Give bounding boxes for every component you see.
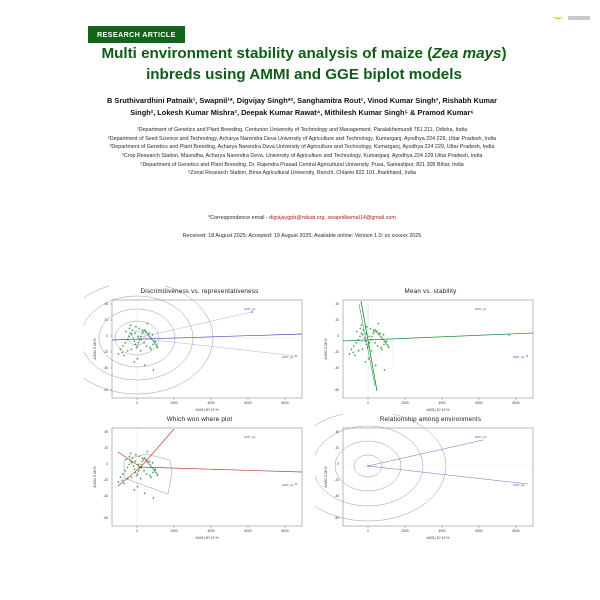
env-marker-e2 <box>526 355 528 357</box>
xtick-8000: 8000 <box>281 529 289 533</box>
genotype-point <box>125 331 127 333</box>
genotype-point <box>146 332 148 334</box>
correspondence-label: *Correspondence email - <box>208 215 270 221</box>
environment-vectors <box>368 440 528 484</box>
ytick-m20: -20 <box>334 350 339 354</box>
xtick-6000: 6000 <box>244 529 252 533</box>
genotype-point <box>381 337 383 339</box>
genotype-point <box>349 353 351 355</box>
xtick-4000: 4000 <box>438 401 446 405</box>
genotype-point <box>130 452 132 454</box>
genotype-point <box>148 332 150 334</box>
genotype-point <box>366 326 368 328</box>
chart-title-relationship: Relationship among environments <box>379 416 482 423</box>
genotype-point <box>153 340 155 342</box>
ytick-m60: -60 <box>334 388 339 392</box>
genotype-point <box>155 343 157 345</box>
genotype-point <box>144 329 146 331</box>
genotype-point <box>135 454 137 456</box>
genotype-point <box>353 345 355 347</box>
affiliation-4: ⁴Crop Research Station, Masodha, Acharya Narendra Deva, University of Agriculture and Technology, Kumarganj, Ayodhya 224 229 Uttar Pradesh, India <box>121 152 483 159</box>
genotype-point <box>121 479 123 481</box>
xtick-4000: 4000 <box>438 529 446 533</box>
genotype-point <box>152 497 154 499</box>
env-label-gpp-e1: GPP_e1 <box>475 435 487 439</box>
genotype-point <box>379 332 381 334</box>
average-environment-axis <box>112 334 302 340</box>
genotype-point <box>355 342 357 344</box>
chart-title-which-won-where: Which won where plot <box>166 416 233 423</box>
genotype-point <box>156 347 158 349</box>
genotype-point <box>146 345 148 347</box>
genotype-point <box>377 323 379 325</box>
genotype-point <box>362 334 364 336</box>
genotype-point <box>383 334 385 336</box>
xtick-4000: 4000 <box>207 401 215 405</box>
env-label-gpp-e2: GPP_e2 <box>513 483 525 487</box>
xtick-6000: 6000 <box>475 529 483 533</box>
genotype-point <box>131 462 133 464</box>
chart-title-mean-stability: Mean vs. stability <box>404 288 457 295</box>
genotype-point <box>374 342 376 344</box>
genotype-point <box>151 467 153 469</box>
genotype-point <box>136 347 138 349</box>
author-list <box>82 95 522 119</box>
env-marker-e1 <box>251 311 253 313</box>
genotype-point <box>152 462 154 464</box>
xtick-0: 0 <box>136 401 138 405</box>
genotype-point <box>156 475 158 477</box>
genotype-point <box>143 342 145 344</box>
genotype-point <box>119 476 121 478</box>
concentric-rings <box>84 286 213 394</box>
genotype-point <box>125 459 127 461</box>
genotype-point <box>140 478 142 480</box>
genotype-point <box>150 348 152 350</box>
xtick-8000: 8000 <box>512 401 520 405</box>
ytick-m60: -60 <box>103 388 108 392</box>
xtick-0: 0 <box>136 529 138 533</box>
affiliation-1: ¹Department of Genetics and Plant Breeding, Centurion University of Technology and Management, Paralakhemundi 761 211, Odisha, India <box>136 127 468 133</box>
sector-lines <box>118 429 302 486</box>
genotype-point <box>358 350 360 352</box>
chart-discrimitiveness <box>84 286 315 414</box>
genotype-point <box>140 350 142 352</box>
genotype-point <box>378 334 380 336</box>
genotype-point <box>131 329 133 331</box>
genotype-point <box>376 331 378 333</box>
env-marker-e2 <box>295 483 297 485</box>
xtick-2000: 2000 <box>401 401 409 405</box>
genotype-point <box>380 335 382 337</box>
ytick-m20: -20 <box>334 478 339 482</box>
genotype-point <box>150 465 152 467</box>
genotype-point <box>367 347 369 349</box>
genotype-point <box>377 332 379 334</box>
genotype-point <box>130 476 132 478</box>
origin-marker <box>367 465 368 466</box>
affiliation-6: ⁶Zonal Research Station, Birsa Agricultural University, Ranchi, Chianki 822 101 Jharkhand, India <box>188 170 416 177</box>
publisher-bar <box>568 16 590 20</box>
xaxis-label: AXIS1 87.19 % <box>195 536 219 540</box>
xaxis-label: AXIS1 87.19 % <box>195 408 219 412</box>
env-label-gpp-e2: GPP_e2 <box>282 355 294 359</box>
genotype-point <box>152 343 154 345</box>
affiliation-3: ³Department of Genetics and Plant Breeding, Acharya Narendra Deva University of Agriculture and Technology, Kumarganj, Ayodhya 224 229, Uttar Pradesh, India <box>109 144 495 151</box>
xtick-2000: 2000 <box>170 401 178 405</box>
genotype-point <box>144 492 146 494</box>
env-label-gpp-e2: GPP_e2 <box>282 483 294 487</box>
chart-svg-mean-stability <box>315 286 546 414</box>
genotype-points <box>118 323 159 371</box>
genotype-point <box>377 345 379 347</box>
genotype-point <box>371 350 373 352</box>
genotype-point <box>121 351 123 353</box>
genotype-point <box>361 348 363 350</box>
genotype-point <box>387 347 389 349</box>
genotype-point <box>130 324 132 326</box>
convex-hull-polygon <box>124 454 172 494</box>
genotype-point <box>364 361 366 363</box>
genotype-point <box>152 369 154 371</box>
genotype-point <box>368 358 370 360</box>
genotype-point <box>148 460 150 462</box>
genotype-point <box>128 327 130 329</box>
genotype-point <box>361 324 363 326</box>
ytick-20: 20 <box>104 318 108 322</box>
genotype-point <box>124 342 126 344</box>
genotype-point <box>131 334 133 336</box>
chart-mean-stability <box>315 286 546 414</box>
xtick-2000: 2000 <box>401 529 409 533</box>
genotype-point <box>146 473 148 475</box>
genotype-point <box>143 470 145 472</box>
genotype-point <box>369 327 371 329</box>
ytick-40: 40 <box>335 302 339 306</box>
genotype-point <box>371 339 373 341</box>
genotype-point <box>138 470 140 472</box>
yaxis-label: AXIS2 5.38 % <box>324 466 328 488</box>
yaxis-label: AXIS2 5.38 % <box>93 338 97 360</box>
genotype-point <box>375 364 377 366</box>
genotype-point <box>144 364 146 366</box>
env-label-gpp-e1: GPP_e1 <box>475 307 487 311</box>
genotype-point <box>147 462 149 464</box>
ytick-20: 20 <box>104 446 108 450</box>
ytick-20: 20 <box>335 318 339 322</box>
genotype-point <box>132 337 134 339</box>
ytick-0: 0 <box>337 462 339 466</box>
genotype-point <box>141 460 143 462</box>
genotype-point <box>149 347 151 349</box>
genotype-point <box>359 327 361 329</box>
ytick-m40: -40 <box>334 366 339 370</box>
xaxis-label: AXIS1 87.19 % <box>426 536 450 540</box>
title-species-italic: Zea mays <box>432 45 502 62</box>
genotype-points <box>118 451 159 499</box>
genotype-point <box>356 331 358 333</box>
genotype-point <box>135 326 137 328</box>
xtick-0: 0 <box>367 401 369 405</box>
genotype-point <box>140 463 142 465</box>
correspondence-email-link[interactable]: digvijaygpb@nduat.org, swapnilkomal14@gmail.com <box>269 215 396 221</box>
genotype-point <box>138 342 140 344</box>
author-line-2: Singh², Lokesh Kumar Mishra², Deepak Kumar Rawat⁴, Mithilesh Kumar Singh⁵ & Pramod Kumar⁶ <box>130 107 474 117</box>
ytick-m20: -20 <box>103 350 108 354</box>
affiliation-2: ²Department of Seed Science and Technology, Acharya Narendra Deva University of Agriculture and Technology, Kumarganj, Ayodhya 224 229, Uttar Pradesh, India <box>107 135 497 142</box>
genotype-point <box>352 351 354 353</box>
genotype-point <box>354 355 356 357</box>
ytick-20: 20 <box>335 446 339 450</box>
genotype-point <box>138 327 140 329</box>
genotype-point <box>386 343 388 345</box>
genotype-point <box>132 465 134 467</box>
ytick-0: 0 <box>106 462 108 466</box>
genotype-point <box>134 332 136 334</box>
env-marker-e2 <box>295 355 297 357</box>
genotype-point <box>136 475 138 477</box>
ytick-m40: -40 <box>103 494 108 498</box>
genotype-point <box>122 345 124 347</box>
genotype-point <box>137 335 139 337</box>
genotype-point <box>144 457 146 459</box>
title-line1-pre: Multi environment stability analysis of maize ( <box>101 45 433 62</box>
genotype-point <box>126 467 128 469</box>
genotype-point <box>123 355 125 357</box>
genotype-point <box>146 451 148 453</box>
genotype-point <box>124 470 126 472</box>
xtick-6000: 6000 <box>475 401 483 405</box>
xtick-8000: 8000 <box>281 401 289 405</box>
research-article-badge: RESEARCH ARTICLE <box>88 26 185 43</box>
genotype-point <box>118 353 120 355</box>
xtick-6000: 6000 <box>244 401 252 405</box>
genotype-point <box>122 473 124 475</box>
ytick-m20: -20 <box>103 478 108 482</box>
genotype-point <box>382 339 384 341</box>
genotype-point <box>375 329 377 331</box>
genotype-point <box>146 323 148 325</box>
ytick-m60: -60 <box>103 516 108 520</box>
genotype-point <box>133 489 135 491</box>
page-title <box>60 44 548 85</box>
genotype-point <box>371 335 373 337</box>
xtick-0: 0 <box>367 529 369 533</box>
xtick-8000: 8000 <box>512 529 520 533</box>
genotype-point <box>127 350 129 352</box>
genotype-point <box>133 340 135 342</box>
genotype-point <box>123 483 125 485</box>
ytick-m60: -60 <box>334 516 339 520</box>
chart-svg-which-won-where <box>84 414 315 542</box>
genotype-point <box>361 332 363 334</box>
genotype-point <box>383 369 385 371</box>
env-label-gpp-e2: GPP_e2 <box>513 355 525 359</box>
title-line2: inbreds using AMMI and GGE biplot models <box>146 65 462 83</box>
badge-row <box>88 24 185 43</box>
correspondence <box>62 215 542 221</box>
genotype-point <box>359 335 361 337</box>
genotype-point <box>363 337 365 339</box>
genotype-point <box>384 340 386 342</box>
genotype-point <box>133 361 135 363</box>
genotype-point <box>380 347 382 349</box>
genotype-point <box>118 481 120 483</box>
leaf-swoosh-icon <box>552 14 564 21</box>
genotype-point <box>372 332 374 334</box>
ytick-40: 40 <box>104 302 108 306</box>
publisher-mark <box>552 14 590 21</box>
xaxis-label: AXIS1 87.19 % <box>426 408 450 412</box>
ytick-m40: -40 <box>103 366 108 370</box>
figure-grid <box>84 286 546 542</box>
xtick-2000: 2000 <box>170 529 178 533</box>
env-label-gpp-e1: GPP_e1 <box>244 307 256 311</box>
genotype-point <box>153 468 155 470</box>
genotype-point <box>152 471 154 473</box>
ytick-40: 40 <box>104 430 108 434</box>
affiliation-5: ⁵Department of Genetics and Plant Breeding, Dr. Rajendra Prasad Central Agricultural University, Pusa, Samastipur, 821 305 Bihar, India <box>140 161 464 168</box>
genotype-point <box>149 463 151 465</box>
yaxis-label: AXIS2 5.38 % <box>324 338 328 360</box>
chart-which-won-where <box>84 414 315 542</box>
genotype-point <box>368 335 370 337</box>
genotype-point <box>130 348 132 350</box>
genotype-point <box>150 476 152 478</box>
author-line-1: B Sruthivardhini Patnaik¹, Swapnil¹*, Digvijay Singh*², Sanghamitra Rout¹, Vinod Kumar Singh³, Rishabh Kumar <box>107 96 497 105</box>
genotype-point <box>149 335 151 337</box>
xtick-4000: 4000 <box>207 529 215 533</box>
chart-title-discrimitiveness: Discrimitiveness vs. representativeness <box>140 288 259 295</box>
genotype-point <box>381 348 383 350</box>
yaxis-label: AXIS2 5.38 % <box>93 466 97 488</box>
genotype-point <box>155 471 157 473</box>
chart-svg-relationship <box>315 414 546 542</box>
genotype-point <box>149 475 151 477</box>
genotype-point <box>350 348 352 350</box>
genotype-point <box>128 455 130 457</box>
genotype-point <box>133 468 135 470</box>
publication-dates: Received: 18 August 2025; Accepted: 19 August 2025; Available online: Version 1.0: xx xxxxxx 2025 <box>182 233 422 239</box>
genotype-point <box>134 460 136 462</box>
genotype-point <box>152 334 154 336</box>
title-line1-post: ) <box>501 45 507 62</box>
env-label-gpp-e1: GPP_e1 <box>244 435 256 439</box>
genotype-point <box>383 343 385 345</box>
genotype-point <box>145 331 147 333</box>
ytick-0: 0 <box>106 334 108 338</box>
chart-svg-discrimitiveness <box>84 286 315 414</box>
genotype-point <box>128 463 130 465</box>
affiliation-list <box>62 126 542 178</box>
ytick-m40: -40 <box>334 494 339 498</box>
genotype-points <box>349 323 390 371</box>
chart-relationship-environments <box>315 414 546 542</box>
ytick-0: 0 <box>337 334 339 338</box>
ytick-40: 40 <box>335 430 339 434</box>
